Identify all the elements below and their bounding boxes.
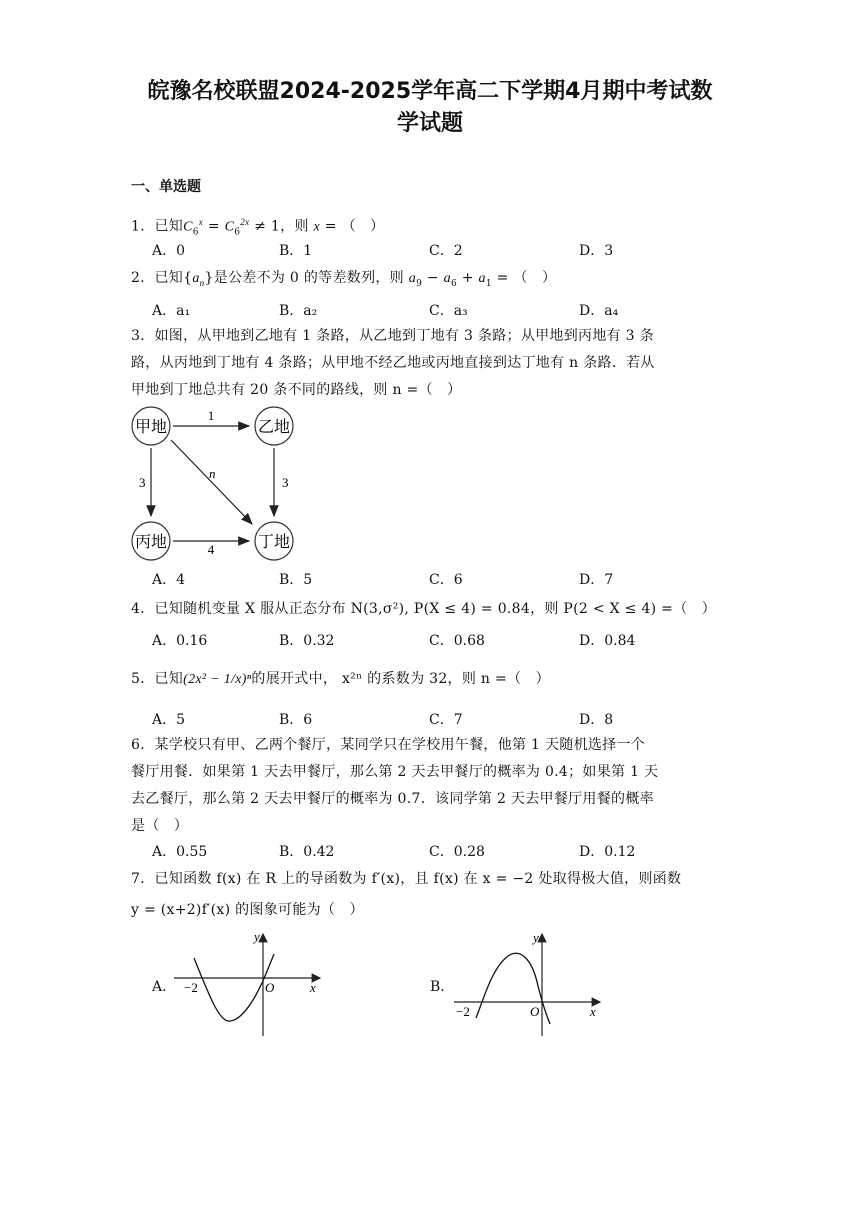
q4-options: [152, 630, 792, 652]
node-jia: 甲地: [134, 419, 168, 436]
question-3-line-2: 路，从丙地到丁地有 4 条路；从甲地不经乙地或丙地直接到达丁地有 n 条路．若从: [131, 355, 655, 371]
q1-suffix: ，则: [280, 218, 309, 235]
q2-option-b[interactable]: B．a₂: [279, 303, 318, 319]
question-6-line-4: 是（ ）: [131, 818, 189, 834]
q6-options: [152, 841, 792, 863]
q4-option-b[interactable]: B．0.32: [279, 633, 335, 649]
q4-option-c[interactable]: C．0.68: [429, 633, 485, 649]
q6-option-b[interactable]: B．0.42: [279, 844, 335, 860]
edge-label-ad: n: [209, 466, 216, 481]
svg-text:−2: −2: [184, 980, 198, 995]
q3-option-a[interactable]: A．4: [152, 572, 186, 588]
question-5: [131, 666, 550, 693]
question-4: 4．已知随机变量 X 服从正态分布 N(3,σ²), P(X ≤ 4) = 0.84，则 P(2 < X ≤ 4) =（ ）: [131, 601, 717, 617]
q6-option-d[interactable]: D．0.12: [579, 844, 636, 860]
q7-option-a-label[interactable]: A．: [152, 979, 177, 995]
q6-option-c[interactable]: C．0.28: [429, 844, 485, 860]
q5-expression: (2x² − 1/x)ⁿ: [183, 672, 252, 687]
q2-prefix: 2．已知: [131, 270, 184, 286]
q5-option-a[interactable]: A．5: [152, 712, 186, 728]
q1-blank: （ ）: [341, 218, 385, 235]
section-heading: 一、单选题: [131, 179, 201, 195]
q6-option-a[interactable]: A．0.55: [152, 844, 208, 860]
question-6-line-3: 去乙餐厅，那么第 2 天去甲餐厅的概率为 0.7．该同学第 2 天去甲餐厅用餐的概率: [131, 791, 654, 807]
q5-option-b[interactable]: B．6: [279, 712, 313, 728]
q2-mid: 是公差不为 0 的等差数列，则: [213, 270, 404, 286]
q1-option-c[interactable]: C．2: [429, 243, 463, 259]
route-diagram: [125, 402, 300, 564]
q1-option-d[interactable]: D．3: [579, 243, 614, 259]
q4-option-a[interactable]: A．0.16: [152, 633, 208, 649]
edge-label-cd: 4: [207, 542, 215, 557]
q1-prefix: 1．已知: [131, 218, 184, 235]
node-ding: 丁地: [257, 534, 291, 551]
q1-option-b[interactable]: B．1: [279, 243, 313, 259]
q5-suffix: 的展开式中， x²ⁿ 的系数为 32，则 n =（ ）: [251, 671, 550, 687]
svg-text:−2: −2: [456, 1004, 470, 1019]
page-title: [0, 76, 860, 140]
q4-option-d[interactable]: D．0.84: [579, 633, 636, 649]
question-6-line-1: 6．某学校只有甲、乙两个餐厅，某同学只在学校用午餐，他第 1 天随机选择一个: [131, 737, 646, 753]
q5-prefix: 5．已知: [131, 671, 184, 687]
q1-options: [152, 240, 792, 262]
edge-label-ab: 1: [207, 408, 215, 423]
question-1: 1．已知$C_6^x = C_6^{2x} \ne 1$，则 x = （ ）: [131, 217, 385, 238]
q7-graph-a[interactable]: [170, 928, 330, 1040]
question-6-line-2: 餐厅用餐．如果第 1 天去甲餐厅，那么第 2 天去甲餐厅的概率为 0.4；如果第 1 天: [131, 764, 659, 780]
edge-label-ac: 3: [139, 475, 146, 490]
q3-option-b[interactable]: B．5: [279, 572, 313, 588]
title-line-1: 皖豫名校联盟2024-2025学年高二下学期4月期中考试数: [147, 79, 713, 104]
title-line-2: 学试题: [396, 111, 463, 136]
q5-option-c[interactable]: C．7: [429, 712, 463, 728]
edge-label-bd: 3: [282, 475, 289, 490]
q5-options: [152, 709, 792, 731]
question-3-line-3: 甲地到丁地总共有 20 条不同的路线，则 n =（ ）: [131, 382, 462, 398]
svg-text:x: x: [310, 980, 316, 995]
q2-option-d[interactable]: D．a₄: [579, 303, 619, 319]
q7-graph-b[interactable]: [450, 928, 610, 1040]
q3-option-c[interactable]: C．6: [429, 572, 463, 588]
q2-option-a[interactable]: A．a₁: [152, 303, 191, 319]
svg-text:O: O: [530, 1004, 540, 1019]
q3-options: [152, 569, 792, 591]
svg-text:y: y: [533, 930, 539, 945]
node-yi: 乙地: [257, 419, 291, 436]
q7-option-b-label[interactable]: B．: [430, 979, 455, 995]
node-bing: 丙地: [134, 534, 168, 551]
q3-option-d[interactable]: D．7: [579, 572, 614, 588]
q5-option-d[interactable]: D．8: [579, 712, 614, 728]
question-7-line-1: 7．已知函数 f(x) 在 R 上的导函数为 f′(x)，且 f(x) 在 x = −2 处取得极大值，则函数: [131, 871, 682, 887]
svg-text:x: x: [590, 1004, 596, 1019]
svg-text:y: y: [254, 929, 260, 944]
question-2: 2．已知$\{a_n\}$是公差不为 0 的等差数列，则 $a_9 - a_6 + a_1$ = （ ）: [131, 270, 557, 289]
question-7-line-2: y = (x+2)f′(x) 的图象可能为（ ）: [131, 902, 364, 918]
q2-options: [152, 300, 792, 322]
q1-option-a[interactable]: A．0: [152, 243, 186, 259]
question-3-line-1: 3．如图，从甲地到乙地有 1 条路，从乙地到丁地有 3 条路；从甲地到丙地有 3 条: [131, 328, 654, 344]
q2-option-c[interactable]: C．a₃: [429, 303, 468, 319]
q2-blank: （ ）: [513, 270, 557, 286]
svg-text:O: O: [265, 980, 275, 995]
